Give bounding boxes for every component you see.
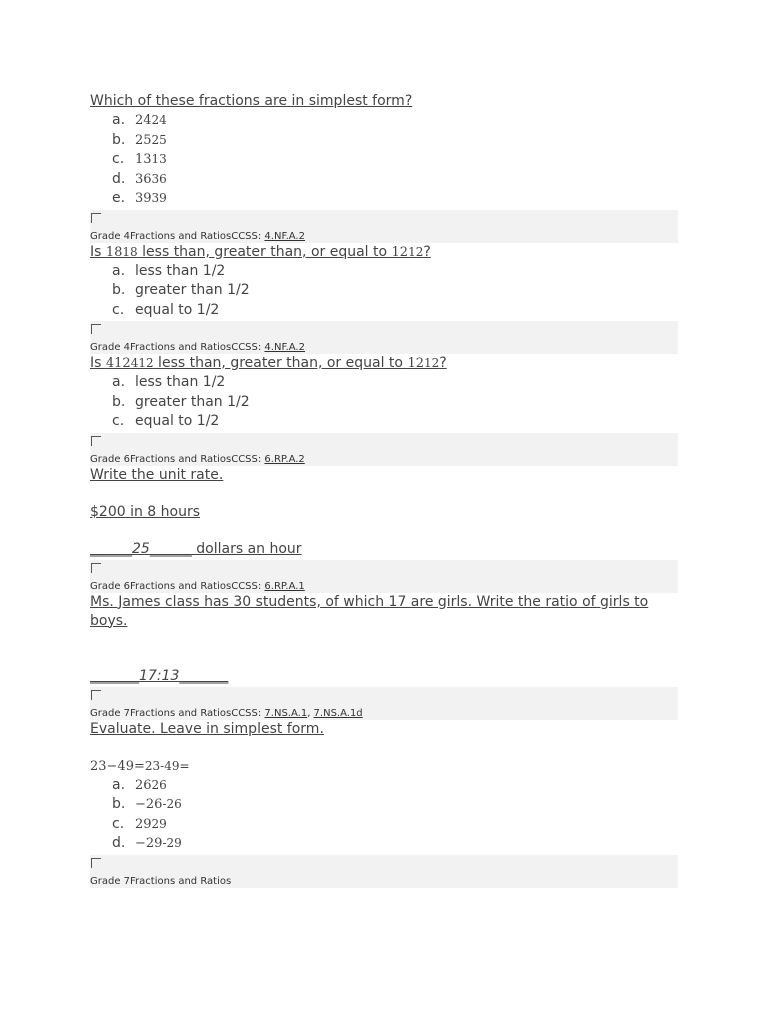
option-d[interactable]: d. 3636 bbox=[112, 170, 167, 187]
option-b[interactable]: b. greater than 1/2 bbox=[112, 282, 250, 298]
standard-link[interactable]: 7.NS.A.1d bbox=[313, 707, 363, 719]
option-e[interactable]: e. 3939 bbox=[112, 190, 167, 206]
standard-link[interactable]: 4.NF.A.2 bbox=[264, 342, 305, 353]
question-meta-band: Grade 7Fractions and RatiosCCSS: 7.NS.A.1, 7.NS.A.1d bbox=[90, 687, 678, 720]
option-c[interactable]: c. equal to 1/2 bbox=[112, 413, 220, 429]
standard-link[interactable]: 6.RP.A.1 bbox=[264, 580, 305, 592]
question-5[interactable]: Ms. James class has 30 students, of which 17 are girls. Write the ratio of girls to boys. bbox=[90, 593, 649, 629]
question-1[interactable]: Which of these fractions are in simplest form? bbox=[90, 93, 413, 109]
question-3-options bbox=[90, 373, 678, 432]
option-c[interactable]: c. 1313 bbox=[112, 151, 167, 167]
meta-text: Grade 6Fractions and RatiosCCSS: bbox=[90, 453, 265, 465]
option-d[interactable]: d. −29-29 bbox=[112, 835, 182, 851]
question-meta-band bbox=[90, 321, 678, 354]
question-meta-band bbox=[90, 210, 678, 243]
standard-link[interactable]: 6.RP.A.2 bbox=[264, 453, 305, 465]
option-b[interactable]: b. −26-26 bbox=[112, 796, 182, 812]
option-c[interactable]: c. equal to 1/2 bbox=[112, 301, 220, 318]
meta-text: Grade 7Fractions and RatiosCCSS: bbox=[90, 707, 265, 719]
checkbox-icon[interactable] bbox=[91, 858, 101, 868]
option-a[interactable]: a. less than 1/2 bbox=[112, 262, 226, 279]
meta-text: Grade 4Fractions and RatiosCCSS: bbox=[90, 230, 265, 242]
checkbox-icon[interactable] bbox=[91, 324, 101, 334]
question-meta-band bbox=[90, 560, 678, 593]
meta-text: Grade 6Fractions and RatiosCCSS: bbox=[90, 580, 265, 592]
worksheet bbox=[90, 92, 678, 888]
checkbox-icon[interactable] bbox=[91, 436, 101, 446]
option-b[interactable]: b. 2525 bbox=[112, 131, 167, 148]
answer-blank: ______25______ dollars an hour bbox=[90, 540, 302, 557]
option-a[interactable]: a. 2424 bbox=[112, 112, 167, 128]
meta-text: Grade 4Fractions and RatiosCCSS: bbox=[90, 342, 265, 353]
question-6[interactable]: Evaluate. Leave in simplest form. bbox=[90, 720, 324, 737]
meta-text: Grade 7Fractions and Ratios bbox=[90, 875, 232, 887]
question-1-options bbox=[90, 111, 678, 209]
question-meta-band bbox=[90, 855, 678, 888]
option-a[interactable]: a. less than 1/2 bbox=[112, 374, 226, 390]
answer-blank: _______17:13_______ bbox=[90, 667, 229, 684]
question-2[interactable]: Is 1818 less than, greater than, or equal to 1212? bbox=[90, 243, 431, 260]
standard-link[interactable]: 4.NF.A.2 bbox=[264, 230, 305, 242]
question-4[interactable]: Write the unit rate. bbox=[90, 466, 224, 483]
option-b[interactable]: b. greater than 1/2 bbox=[112, 393, 250, 410]
checkbox-icon[interactable] bbox=[91, 563, 101, 573]
question-6-options bbox=[90, 776, 678, 854]
answer-value[interactable]: 25 bbox=[132, 540, 150, 557]
standard-link[interactable]: 7.NS.A.1 bbox=[264, 707, 308, 719]
question-3[interactable]: Is 412412 less than, greater than, or equal to 1212? bbox=[90, 355, 447, 371]
question-4-prompt: $200 in 8 hours bbox=[90, 503, 201, 520]
question-2-options bbox=[90, 262, 678, 321]
answer-value[interactable]: 17:13 bbox=[139, 667, 180, 684]
expression: 23−49=23-49= bbox=[90, 758, 190, 774]
checkbox-icon[interactable] bbox=[91, 213, 101, 223]
option-c[interactable]: c. 2929 bbox=[112, 815, 167, 832]
checkbox-icon[interactable] bbox=[91, 690, 101, 700]
question-meta-band bbox=[90, 433, 678, 466]
option-a[interactable]: a. 2626 bbox=[112, 776, 167, 793]
